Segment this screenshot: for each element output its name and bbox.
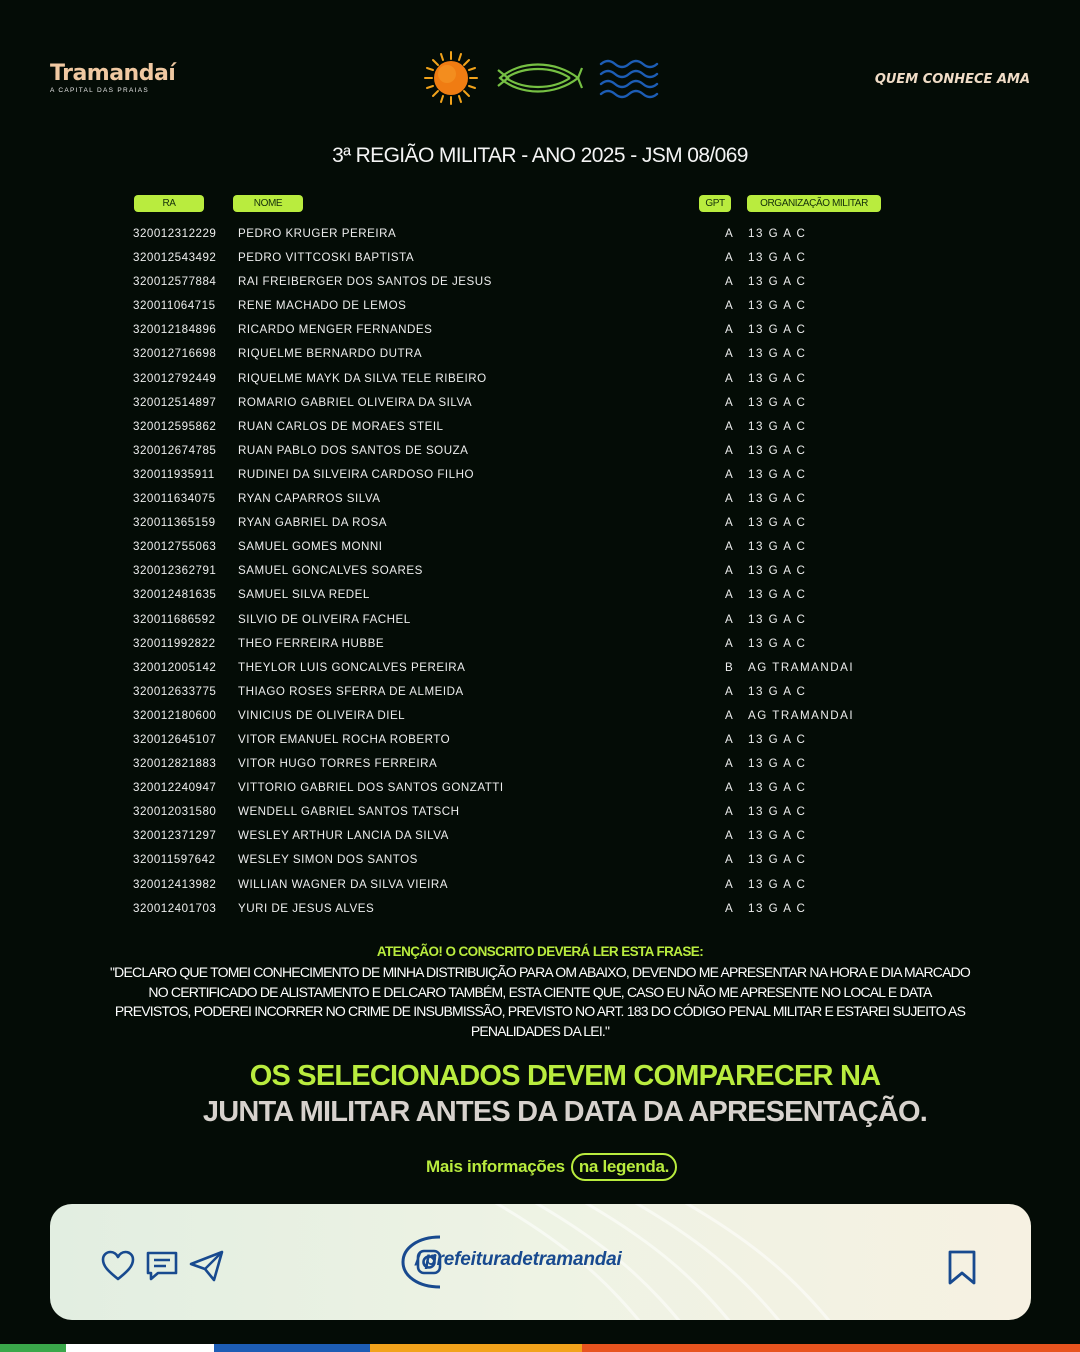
row-gpt: A <box>725 564 734 578</box>
row-ra: 320012716698 <box>133 347 217 361</box>
row-gpt: A <box>725 395 734 409</box>
row-ra: 320012577884 <box>133 275 217 289</box>
table-row <box>0 583 1080 607</box>
row-nome: SAMUEL GOMES MONNI <box>238 540 383 554</box>
row-nome: VITOR EMANUEL ROCHA ROBERTO <box>238 732 451 746</box>
row-om: 13 G A C <box>748 612 807 626</box>
table-row <box>0 246 1080 270</box>
table-row <box>0 848 1080 872</box>
row-gpt: A <box>725 877 734 891</box>
row-om: 13 G A C <box>748 853 807 867</box>
row-nome: RIQUELME BERNARDO DUTRA <box>238 347 423 361</box>
row-om: 13 G A C <box>748 757 807 771</box>
row-om: 13 G A C <box>748 492 807 506</box>
row-om: 13 G A C <box>748 516 807 530</box>
row-ra: 320012240947 <box>133 781 217 795</box>
table-row <box>0 897 1080 921</box>
table-row <box>0 391 1080 415</box>
row-ra: 320011597642 <box>133 853 216 867</box>
table-row <box>0 728 1080 752</box>
row-gpt: A <box>725 347 734 361</box>
row-om: AG TRAMANDAI <box>748 660 855 674</box>
row-nome: THEO FERREIRA HUBBE <box>238 636 385 650</box>
row-gpt: A <box>725 708 734 722</box>
row-gpt: A <box>725 805 734 819</box>
row-om: 13 G A C <box>748 636 807 650</box>
stripe-green <box>0 1344 66 1352</box>
brand-logo <box>50 61 176 94</box>
heart-icon[interactable] <box>100 1248 136 1284</box>
row-om: 13 G A C <box>748 323 807 337</box>
notice-line-2: JUNTA MILITAR ANTES DA DATA DA APRESENTAÇÃO. <box>202 1096 928 1128</box>
row-nome: ROMARIO GABRIEL OLIVEIRA DA SILVA <box>238 395 473 409</box>
table-row <box>0 656 1080 680</box>
table-row <box>0 318 1080 342</box>
row-nome: RYAN GABRIEL DA ROSA <box>238 516 387 530</box>
row-ra: 320012821883 <box>133 757 217 771</box>
row-om: 13 G A C <box>748 395 807 409</box>
row-om: 13 G A C <box>748 781 807 795</box>
row-ra: 320012401703 <box>133 901 217 915</box>
table-row <box>0 704 1080 728</box>
table-row <box>0 535 1080 559</box>
table-row <box>0 800 1080 824</box>
row-nome: RUAN CARLOS DE MORAES STEIL <box>238 419 444 433</box>
row-gpt: A <box>725 829 734 843</box>
row-gpt: A <box>725 299 734 313</box>
row-om: 13 G A C <box>748 540 807 554</box>
row-ra: 320012633775 <box>133 684 217 698</box>
row-ra: 320012543492 <box>133 251 217 265</box>
row-ra: 320011634075 <box>133 492 216 506</box>
row-om: 13 G A C <box>748 419 807 433</box>
comment-icon[interactable] <box>144 1248 180 1284</box>
row-ra: 320012371297 <box>133 829 217 843</box>
table-row <box>0 415 1080 439</box>
row-om: 13 G A C <box>748 901 807 915</box>
row-om: 13 G A C <box>748 805 807 819</box>
header-icons <box>420 50 660 106</box>
bookmark-icon[interactable] <box>944 1248 980 1288</box>
table-row <box>0 270 1080 294</box>
row-gpt: A <box>725 901 734 915</box>
row-nome: RUDINEI DA SILVEIRA CARDOSO FILHO <box>238 467 474 481</box>
row-gpt: A <box>725 540 734 554</box>
row-nome: WESLEY SIMON DOS SANTOS <box>238 853 418 867</box>
row-nome: THEYLOR LUIS GONCALVES PEREIRA <box>238 660 466 674</box>
table-row <box>0 487 1080 511</box>
notice-line-1: OS SELECIONADOS DEVEM COMPARECER NA <box>249 1060 881 1092</box>
row-ra: 320012005142 <box>133 660 217 674</box>
row-nome: SAMUEL GONCALVES SOARES <box>238 564 423 578</box>
row-ra: 320012413982 <box>133 877 217 891</box>
row-om: 13 G A C <box>748 732 807 746</box>
row-ra: 320011935911 <box>133 467 215 481</box>
sun-icon <box>425 52 477 104</box>
table-row <box>0 511 1080 535</box>
row-nome: RYAN CAPARROS SILVA <box>238 492 381 506</box>
column-header-nome: NOME <box>233 195 303 212</box>
table-row <box>0 752 1080 776</box>
row-gpt: A <box>725 516 734 530</box>
row-om: 13 G A C <box>748 829 807 843</box>
row-om: 13 G A C <box>748 251 807 265</box>
row-gpt: A <box>725 636 734 650</box>
row-gpt: A <box>725 227 734 240</box>
table-row <box>0 342 1080 366</box>
attention-heading: ATENÇÃO! O CONSCRITO DEVERÁ LER ESTA FRASE: <box>376 944 704 959</box>
row-nome: VITOR HUGO TORRES FERREIRA <box>238 757 438 771</box>
table-row <box>0 608 1080 632</box>
row-nome: WESLEY ARTHUR LANCIA DA SILVA <box>238 829 449 843</box>
logo-subtitle: A CAPITAL DAS PRAIAS <box>50 87 149 94</box>
row-ra: 320012674785 <box>133 443 217 457</box>
stripe-orange <box>582 1344 1080 1352</box>
row-gpt: A <box>725 323 734 337</box>
row-gpt: A <box>725 732 734 746</box>
stripe-white <box>66 1344 214 1352</box>
row-ra: 320012514897 <box>133 395 217 409</box>
row-gpt: A <box>725 853 734 867</box>
row-ra: 320011365159 <box>133 516 216 530</box>
color-stripe <box>0 1344 1080 1352</box>
row-nome: PEDRO KRUGER PEREIRA <box>238 227 397 240</box>
row-nome: RICARDO MENGER FERNANDES <box>238 323 433 337</box>
row-ra: 320011686592 <box>133 612 216 626</box>
conscripts-list <box>0 222 1080 921</box>
table-row <box>0 873 1080 897</box>
row-nome: VITTORIO GABRIEL DOS SANTOS GONZATTI <box>238 781 504 795</box>
row-nome: RUAN PABLO DOS SANTOS DE SOUZA <box>238 443 469 457</box>
row-om: 13 G A C <box>748 564 807 578</box>
row-ra: 320012031580 <box>133 805 217 819</box>
row-om: 13 G A C <box>748 467 807 481</box>
table-row <box>0 222 1080 246</box>
row-om: 13 G A C <box>748 877 807 891</box>
action-icons <box>100 1248 226 1284</box>
row-ra: 320012792449 <box>133 371 217 385</box>
row-gpt: A <box>725 781 734 795</box>
fish-icon <box>498 65 582 92</box>
stripe-blue <box>214 1344 370 1352</box>
row-ra: 320011992822 <box>133 636 216 650</box>
table-row <box>0 632 1080 656</box>
row-om: 13 G A C <box>748 275 807 289</box>
table-row <box>0 824 1080 848</box>
row-gpt: A <box>725 371 734 385</box>
row-ra: 320011064715 <box>133 299 216 313</box>
row-om: 13 G A C <box>748 588 807 602</box>
row-nome: RIQUELME MAYK DA SILVA TELE RIBEIRO <box>238 371 487 385</box>
send-icon[interactable] <box>188 1248 226 1284</box>
row-gpt: A <box>725 588 734 602</box>
row-ra: 320012180600 <box>133 708 217 722</box>
row-nome: PEDRO VITTCOSKI BAPTISTA <box>238 251 415 265</box>
row-ra: 320012755063 <box>133 540 217 554</box>
table-row <box>0 294 1080 318</box>
row-gpt: A <box>725 757 734 771</box>
row-ra: 320012481635 <box>133 588 217 602</box>
table-row <box>0 367 1080 391</box>
more-info-pill: na legenda. <box>571 1153 677 1181</box>
row-gpt: A <box>725 467 734 481</box>
row-gpt: A <box>725 275 734 289</box>
row-gpt: B <box>725 660 734 674</box>
row-nome: WILLIAN WAGNER DA SILVA VIEIRA <box>238 877 448 891</box>
instagram-handle[interactable]: / prefeituradetramandai <box>415 1249 622 1270</box>
row-nome: SAMUEL SILVA REDEL <box>238 588 370 602</box>
row-nome: VINICIUS DE OLIVEIRA DIEL <box>238 708 406 722</box>
row-ra: 320012184896 <box>133 323 217 337</box>
more-info <box>426 1152 677 1182</box>
row-nome: THIAGO ROSES SFERRA DE ALMEIDA <box>238 684 464 698</box>
row-nome: YURI DE JESUS ALVES <box>238 901 375 915</box>
table-row <box>0 680 1080 704</box>
row-nome: RAI FREIBERGER DOS SANTOS DE JESUS <box>238 275 492 289</box>
row-gpt: A <box>725 443 734 457</box>
page-title: 3ª REGIÃO MILITAR - ANO 2025 - JSM 08/069 <box>332 144 748 167</box>
row-nome: WENDELL GABRIEL SANTOS TATSCH <box>238 805 460 819</box>
stripe-yellow <box>370 1344 582 1352</box>
row-om: 13 G A C <box>748 299 807 313</box>
column-header-om: ORGANIZAÇÃO MILITAR <box>747 195 881 212</box>
table-row <box>0 559 1080 583</box>
row-ra: 320012595862 <box>133 419 217 433</box>
row-ra: 320012645107 <box>133 732 217 746</box>
waves-icon <box>601 61 657 97</box>
row-om: 13 G A C <box>748 347 807 361</box>
logo-title: Tramandaí <box>50 61 176 86</box>
row-ra: 320012312229 <box>133 227 217 240</box>
row-gpt: A <box>725 251 734 265</box>
more-info-label: Mais informações <box>426 1157 565 1176</box>
attention-text: "DECLARO QUE TOMEI CONHECIMENTO DE MINHA DISTRIBUIÇÃO PARA OM ABAIXO, DEVENDO ME APRESENTAR NA HORA E DIA MARCADO NO CERTIFICADO DE ALISTAMENTO E DELCARO TAMBÉM, ESTA CIENTE QUE, CASO EU NÃO ME APRESENTE NO LOCAL E DATA PREVISTOS, PODEREI INCORRER NO CRIME DE INSUBMISSÃO, PREVISTO NO ART. 183 DO CÓDIGO PENAL MILITAR E ESTAREI SUJEITO AS PENALIDADES DA LEI." <box>110 964 971 1039</box>
slogan: QUEM CONHECE AMA <box>874 72 1030 87</box>
row-om: 13 G A C <box>748 227 807 240</box>
row-gpt: A <box>725 492 734 506</box>
column-header-ra: RA <box>134 195 204 212</box>
row-gpt: A <box>725 612 734 626</box>
row-om: 13 G A C <box>748 371 807 385</box>
row-om: AG TRAMANDAI <box>748 708 855 722</box>
table-row <box>0 776 1080 800</box>
table-row <box>0 439 1080 463</box>
row-ra: 320012362791 <box>133 564 217 578</box>
row-om: 13 G A C <box>748 443 807 457</box>
row-nome: SILVIO DE OLIVEIRA FACHEL <box>238 612 411 626</box>
row-gpt: A <box>725 419 734 433</box>
column-header-gpt: GPT <box>699 195 731 212</box>
row-om: 13 G A C <box>748 684 807 698</box>
table-row <box>0 463 1080 487</box>
row-nome: RENE MACHADO DE LEMOS <box>238 299 407 313</box>
row-gpt: A <box>725 684 734 698</box>
